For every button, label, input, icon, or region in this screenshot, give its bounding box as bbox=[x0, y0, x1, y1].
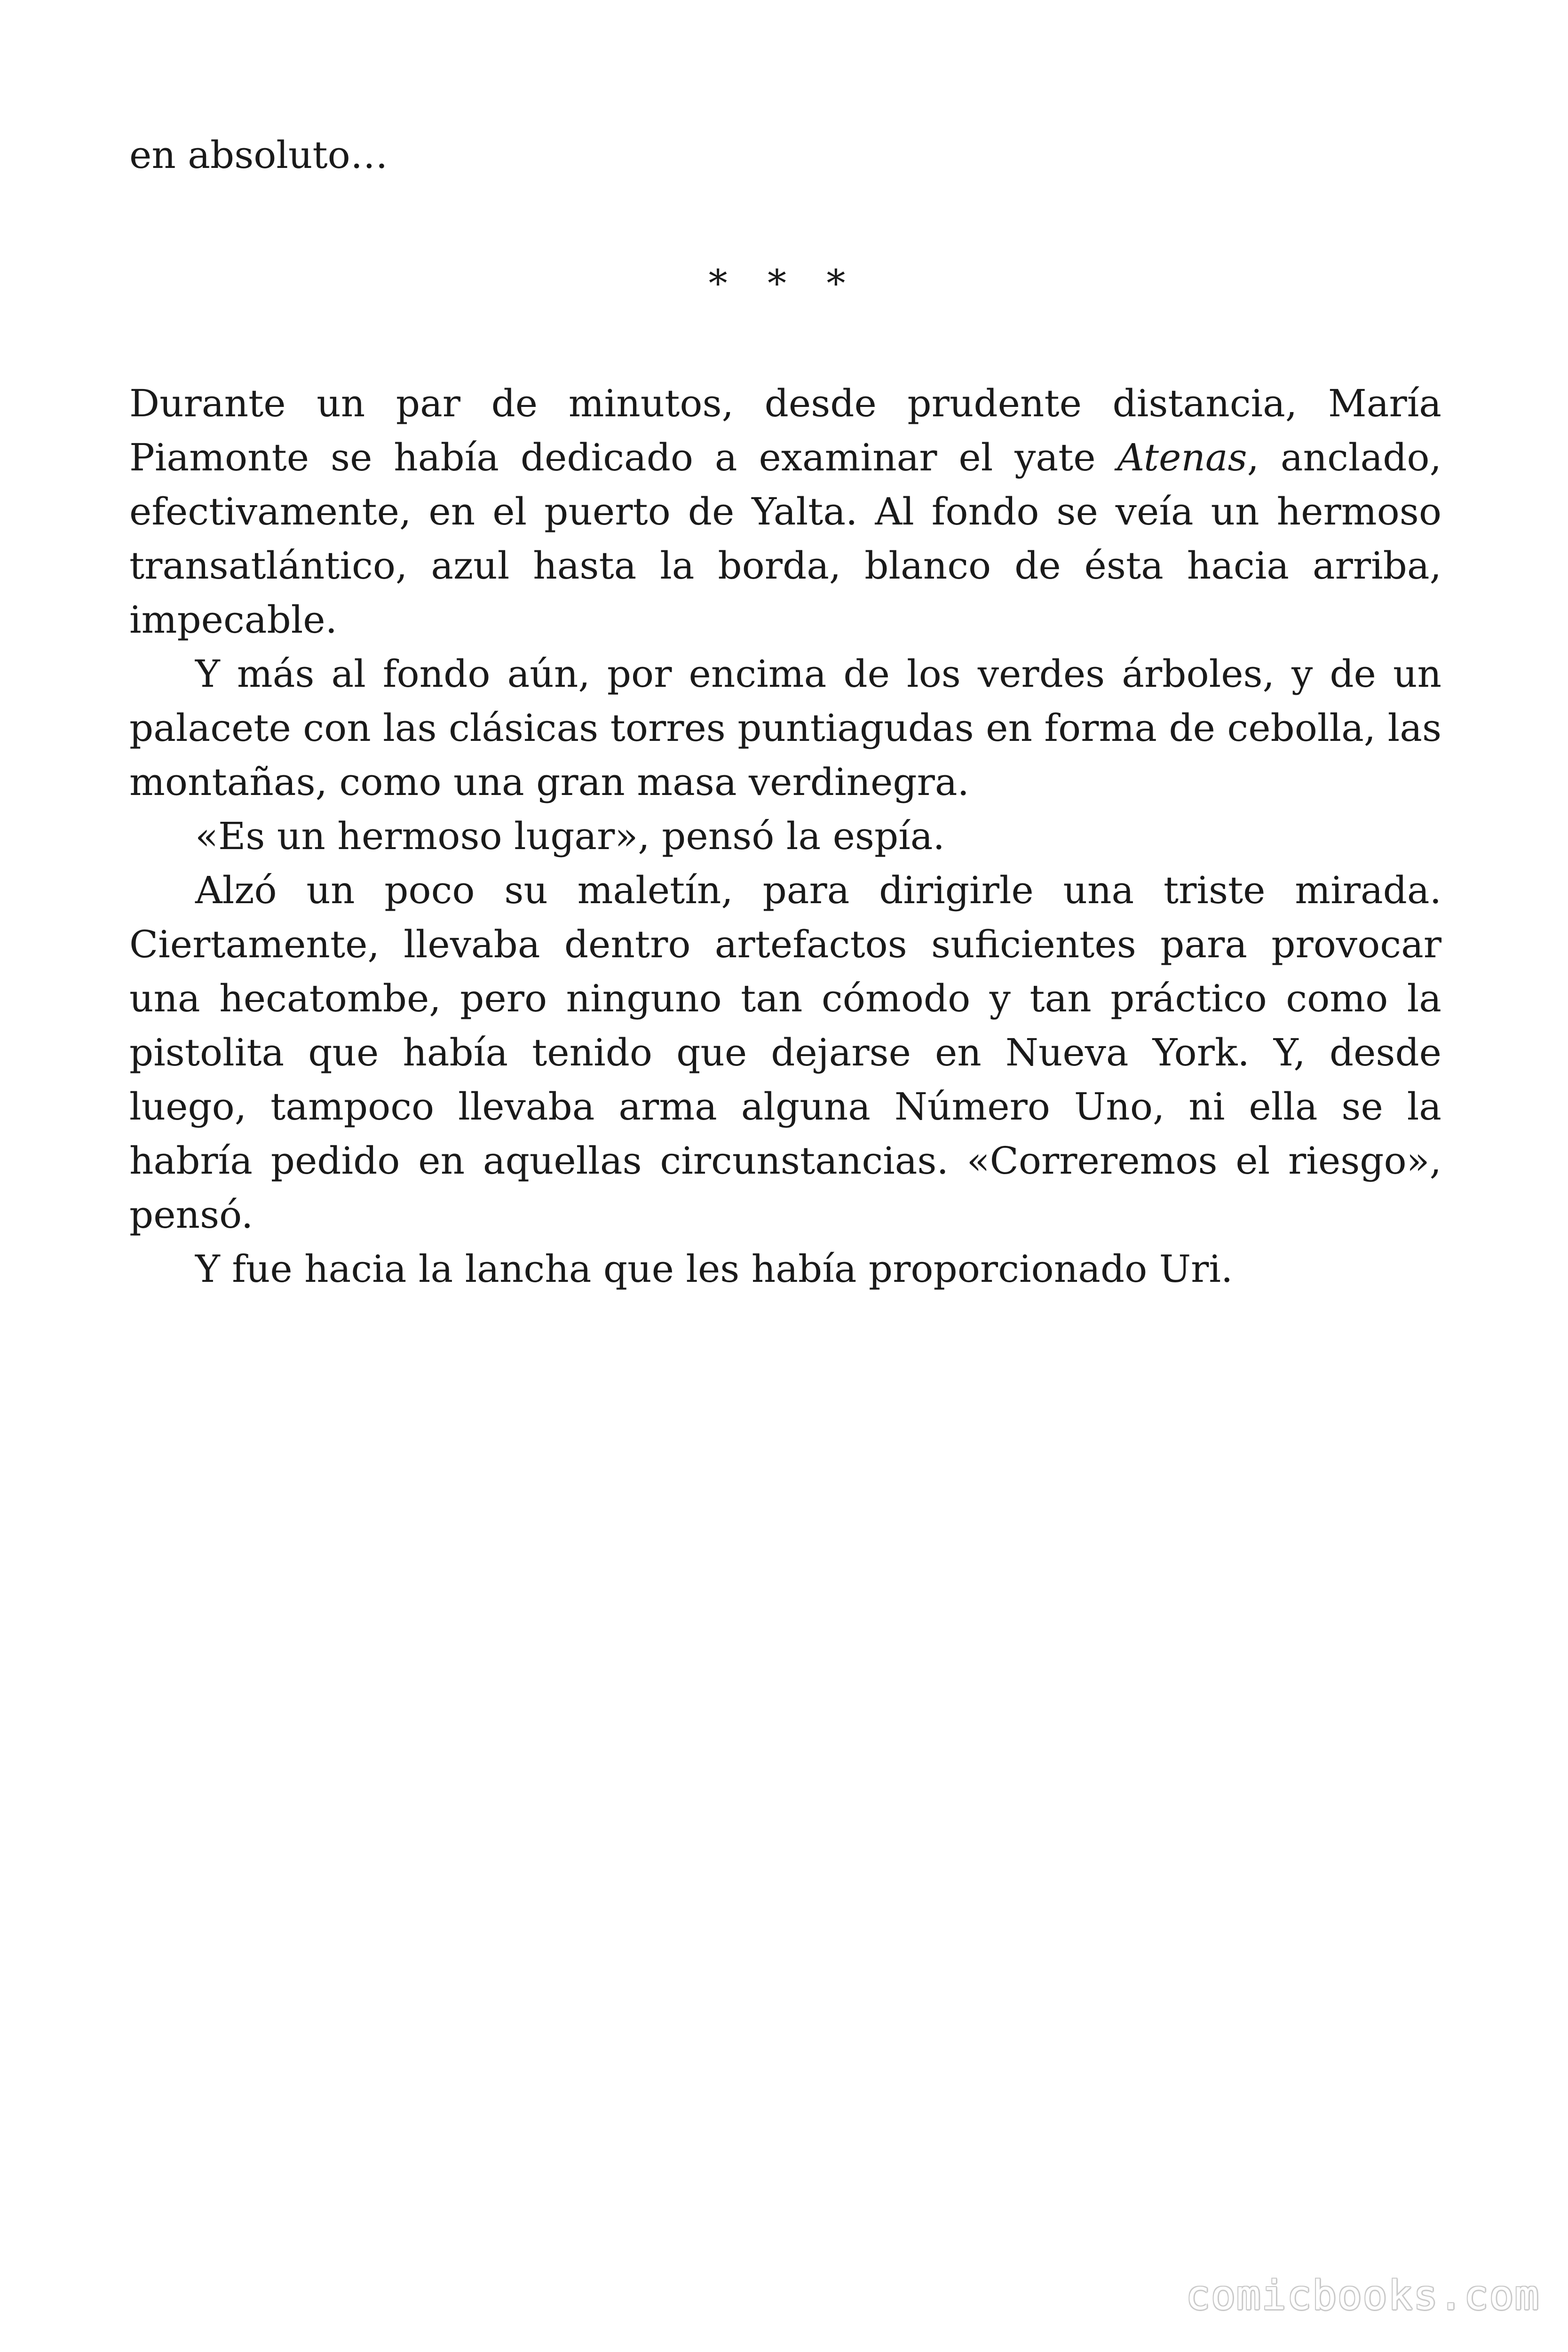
opening-line: en absoluto… bbox=[129, 133, 388, 177]
body-text bbox=[129, 376, 1441, 1296]
paragraph-5: Y fue hacia la lancha que les había proporcionado Uri. bbox=[195, 1247, 1233, 1291]
opening-text bbox=[129, 128, 1441, 182]
watermark-logo: comicbooks.com bbox=[1186, 2272, 1540, 2319]
paragraph-3: «Es un hermoso lugar», pensó la espía. bbox=[195, 814, 945, 858]
yacht-name: Atenas bbox=[1117, 436, 1247, 479]
paragraph-1-end: , anclado, efectivamente, en el puerto de Yalta. Al fondo se veía un hermoso transatlántico, azul hasta la borda, blanco de ésta hacia arriba, impecable. bbox=[129, 436, 1441, 642]
paragraph-4: Alzó un poco su maletín, para dirigirle una triste mirada. Ciertamente, llevaba dentro artefactos suficientes para provocar una hecatombe, pero ninguno tan cómodo y tan práctico como la pistolita que había tenido que dejarse en Nueva York. Y, desde luego, tampoco llevaba arma alguna Número Uno, ni ella se la habría pedido en aquellas circunstancias. «Correremos el riesgo», pensó. bbox=[129, 868, 1441, 1237]
paragraph-2: Y más al fondo aún, por encima de los verdes árboles, y de un palacete con las clásicas torres puntiagudas en forma de cebolla, las montañas, como una gran masa verdinegra. bbox=[129, 652, 1441, 804]
paragraph-1-start: Durante un par de minutos, desde prudente distancia, María Piamonte se había dedicado a examinar el yate bbox=[129, 381, 1441, 479]
paragraph-1 bbox=[129, 376, 1441, 647]
section-separator: * * * bbox=[708, 262, 860, 305]
